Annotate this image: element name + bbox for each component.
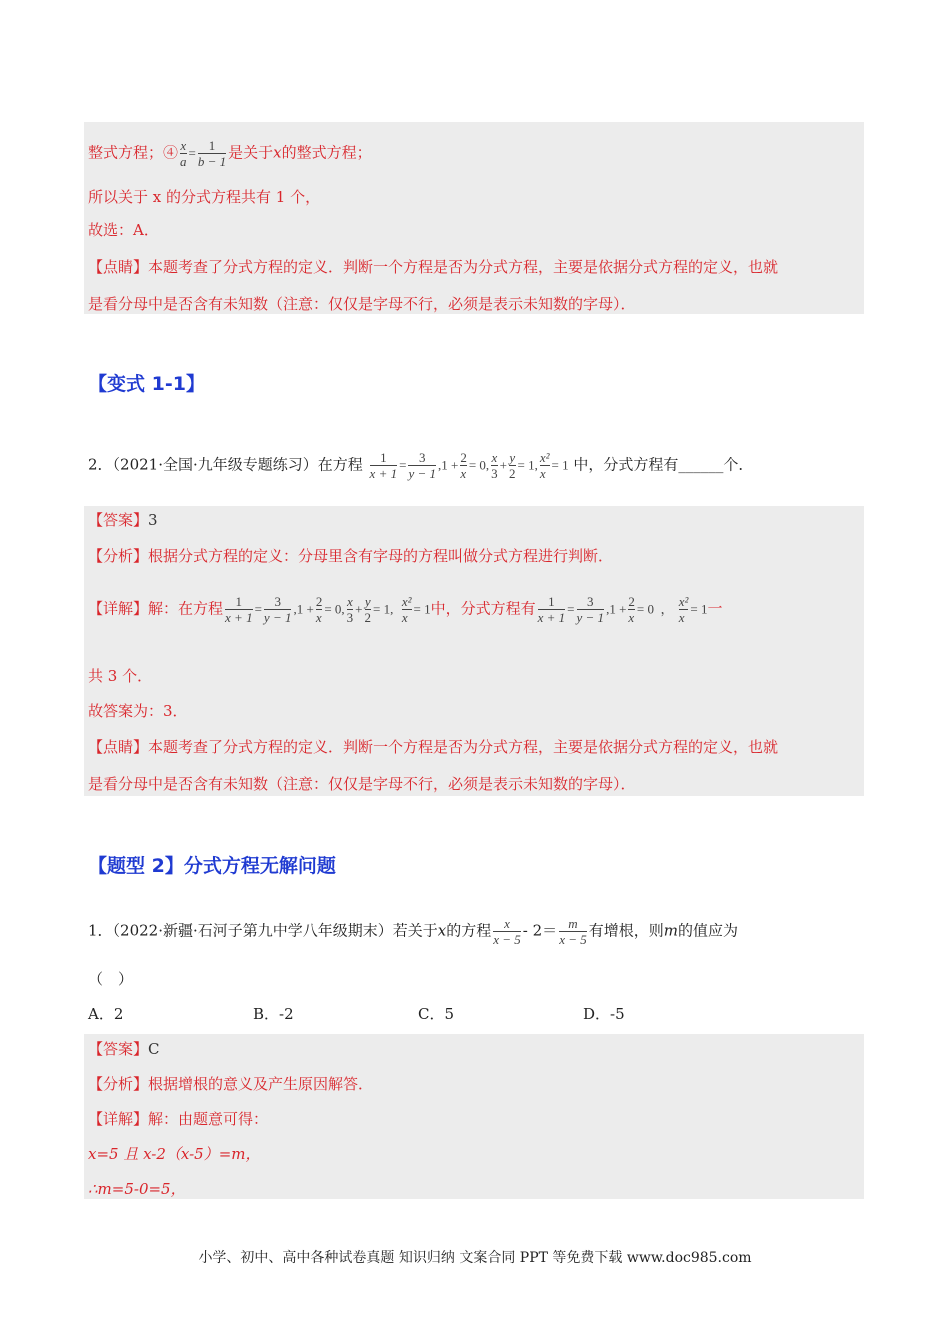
q2-suffix: 中，分式方程有______个． (573, 455, 754, 474)
answer-tag: 【答案】 (88, 1040, 149, 1058)
note-text: 本题考查了分式方程的定义．判断一个方程是否为分式方程，主要是依据分式方程的定义，也就 (148, 258, 779, 276)
analysis-line-2 (88, 545, 613, 567)
option-d: D．-5 (583, 1005, 625, 1023)
q1-mid2: - 2＝ (522, 921, 558, 940)
detail-text: 解：由题意可得： (148, 1110, 269, 1128)
note-line-1 (88, 256, 778, 278)
answer-line-3 (88, 1038, 160, 1060)
analysis-line-3 (88, 1073, 373, 1095)
math-3-over-y1: $\frac{3}{y - 1}$ (408, 450, 436, 481)
line-integral-eq (88, 138, 372, 169)
line-count: 所以关于 x 的分式方程共有 1 个， (88, 188, 321, 206)
detail-mid: 中，分式方程有 (430, 599, 536, 618)
line-choice: 故选：A． (88, 221, 159, 239)
option-a: A．2 (88, 1005, 124, 1023)
detail-text: 解：在方程 (148, 599, 224, 618)
math-x-over-3: $\frac{x}{3}$ (491, 450, 498, 481)
note-tag: 【点睛】 (88, 258, 149, 276)
analysis-text: 根据增根的意义及产生原因解答． (148, 1075, 374, 1093)
text: 的整式方程； (281, 143, 372, 162)
heading-variant: 【变式 1-1】 (88, 373, 205, 395)
math-2-over-x: $\frac{2}{x}$ (460, 450, 467, 481)
answer-line-2 (88, 509, 158, 531)
analysis-tag: 【分析】 (88, 1075, 149, 1093)
line-final: 故答案为：3． (88, 702, 188, 720)
analysis-text: 根据分式方程的定义：分母里含有字母的方程叫做分式方程进行判断． (148, 547, 614, 565)
note-tag: 【点睛】 (88, 738, 149, 756)
question-1 (88, 916, 738, 947)
math-y-over-2: $\frac{y}{2}$ (509, 450, 516, 481)
question-2: 2．（2021·全国·九年级专题练习）在方程 $\frac{1}{x + 1}$ = $\frac{3}{y - 1}$ ,1 + $\frac{2}{x}$ = 0, $\frac{x}{3}$ + $\frac{y}{2}$ = 1, $\frac{\text{x²}}{x}$ = 1 中，分式方程有______个． (88, 450, 754, 481)
math-1-over-x1: $\frac{1}{x + 1}$ (369, 450, 398, 481)
math-m-over-x-5: $\frac{m}{x - 5}$ (559, 916, 587, 947)
math-x-over-x-5: $\frac{x}{x - 5}$ (493, 916, 521, 947)
q1-suffix: 有增根，则 (588, 921, 664, 940)
q1-end: 的值应为 (677, 921, 738, 940)
q1-prefix: 1．（2022·新疆·石河子第九中学八年级期末）若关于 (88, 921, 438, 940)
detail-eq-a: x=5 且 x-2（x-5）=m， (88, 1145, 261, 1163)
answer-value: 3 (148, 511, 158, 529)
analysis-tag: 【分析】 (88, 547, 149, 565)
math-eq: = (188, 145, 196, 161)
answer-value: C (148, 1040, 160, 1058)
detail-line-3 (88, 1108, 268, 1130)
text: 整式方程；④ (88, 143, 179, 162)
line-total: 共 3 个． (88, 667, 153, 685)
q2-prefix: 2．（2021·全国·九年级专题练习）在方程 (88, 455, 363, 474)
note-line-2: 是看分母中是否含有未知数（注意：仅仅是字母不行，必须是表示未知数的字母）． (88, 295, 636, 313)
note-text: 本题考查了分式方程的定义．判断一个方程是否为分式方程，主要是依据分式方程的定义，也就 (148, 738, 779, 756)
var-x: x (437, 921, 447, 940)
math-x-over-a: $\frac{x}{a}$ (180, 138, 187, 169)
var-x: x (273, 143, 282, 162)
option-c: C．5 (418, 1005, 455, 1023)
answer-tag: 【答案】 (88, 511, 149, 529)
var-m: m (663, 921, 678, 940)
q1-paren: （ ） (88, 970, 134, 988)
note-line-2b: 是看分母中是否含有未知数（注意：仅仅是字母不行，必须是表示未知数的字母）． (88, 775, 636, 793)
math-x2-over-x: $\frac{\text{x²}}{x}$ (539, 450, 550, 481)
page-footer: 小学、初中、高中各种试卷真题 知识归纳 文案合同 PPT 等免费下载 www.doc985.com (198, 1250, 752, 1266)
detail-end: 一 (707, 599, 723, 618)
q1-mid: 的方程 (446, 921, 492, 940)
detail-eq-b: ∴m=5-0=5， (88, 1180, 186, 1198)
detail-tag: 【详解】 (88, 599, 149, 618)
heading-type-2: 【题型 2】分式方程无解问题 (88, 855, 336, 877)
note-line-2a (88, 736, 778, 758)
text: 是关于 (228, 143, 274, 162)
math-1-over-b-1: $\frac{1}{b - 1}$ (197, 138, 227, 169)
option-b: B．-2 (253, 1005, 294, 1023)
detail-tag: 【详解】 (88, 1110, 149, 1128)
detail-line-2: 【详解】解：在方程 $\frac{1}{x + 1}$ = $\frac{3}{y - 1}$ ,1 + $\frac{2}{x}$ = 0, $\frac{x}{3}$ + $\frac{y}{2}$ = 1, $\frac{\text{x²}}{x}$ = 1中，分式方程有 $\frac{1}{x + 1}$ = $\frac{3}{y - 1}$ ,1 + $\frac{2}{x}$ = 0 ， $\frac{\text{x²}}{x}$ = 1一 (88, 594, 723, 625)
